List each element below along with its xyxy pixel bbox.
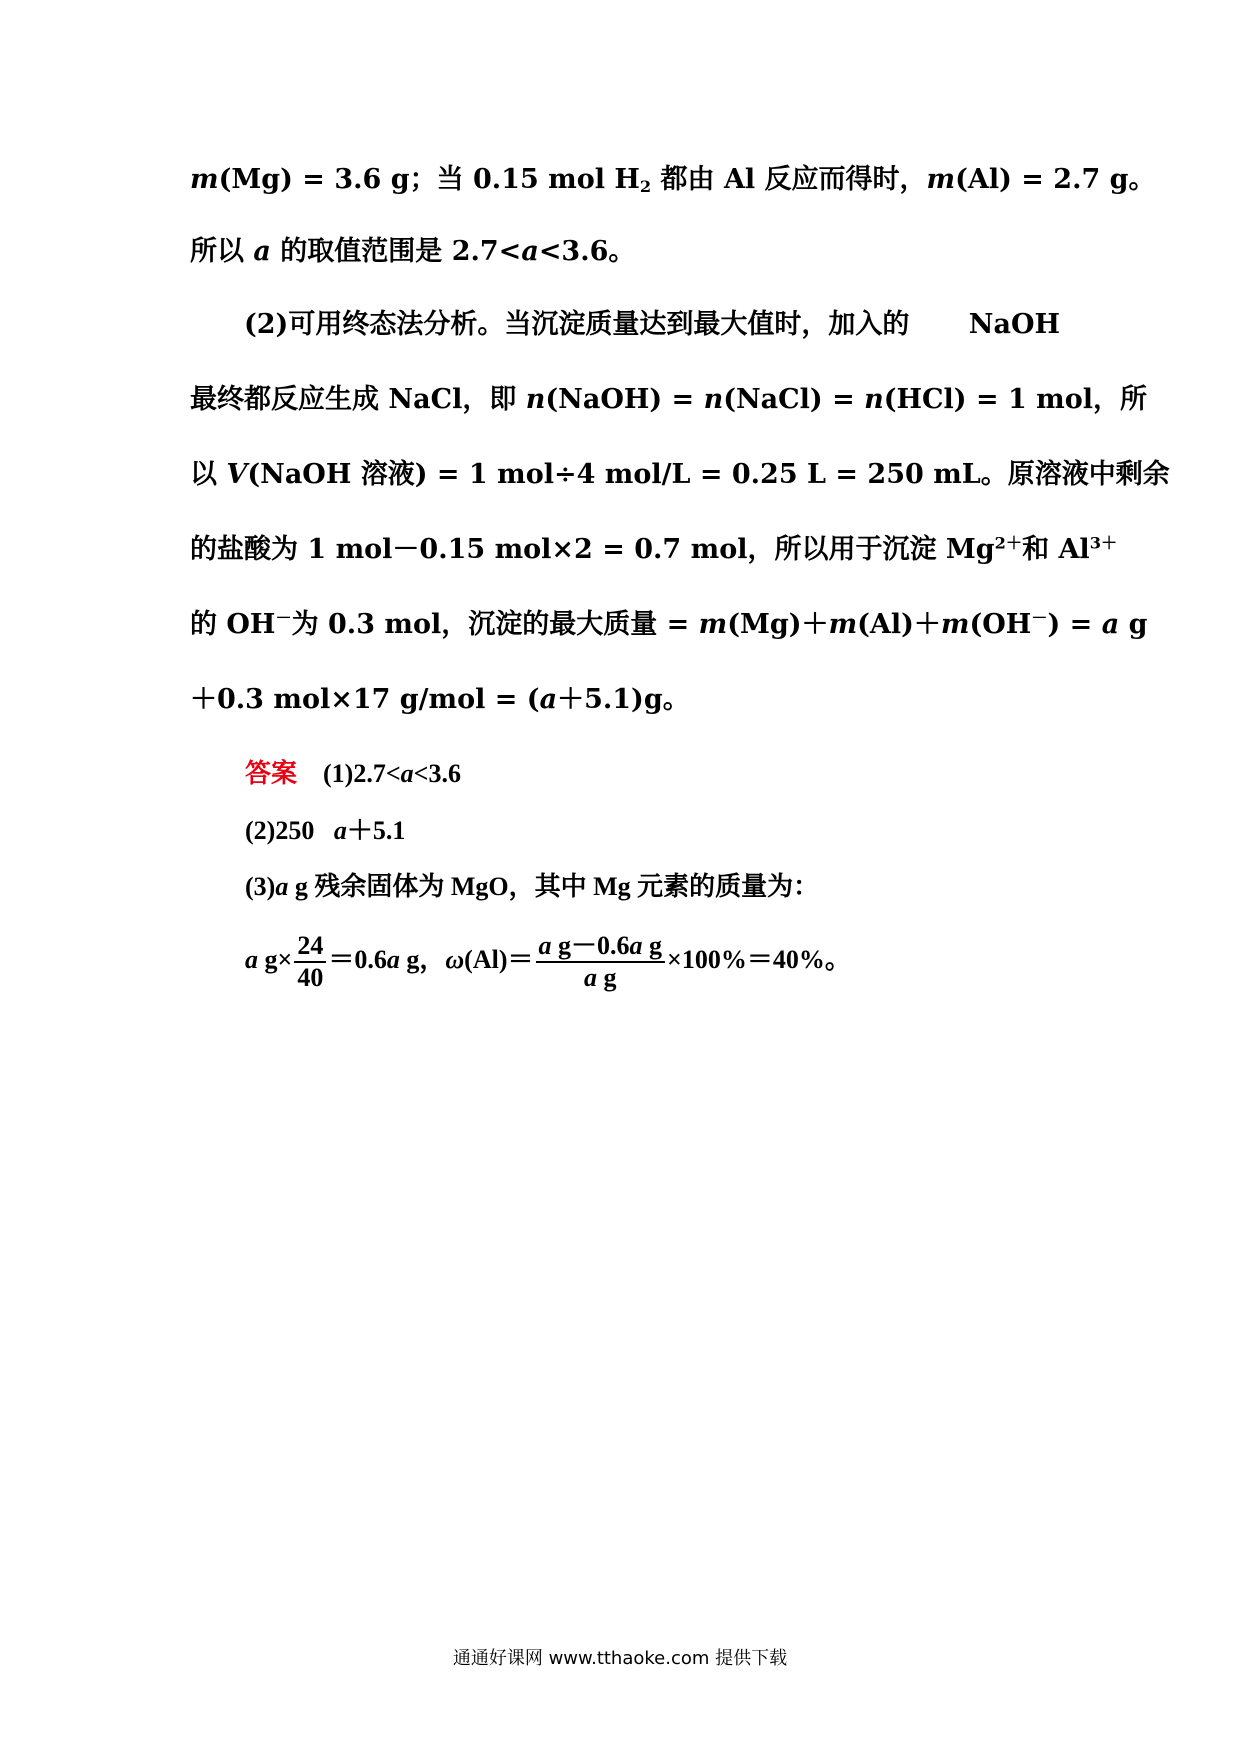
answer-row-1: 答案 (1)2.7<a<3.6 bbox=[245, 759, 461, 788]
solution-line-2: 所以 a 的取值范围是 2.7<a<3.6。 bbox=[190, 236, 636, 267]
answer-row-4: a g× $\frac{24}{40}$ ＝0.6a g，ω(Al)＝ $\frac{\text{a g－0.6a g}}{\text{a g}}$ ×100%＝40%。 bbox=[245, 931, 851, 993]
solution-line-6: 的盐酸为 1 mol－0.15 mol×2 = 0.7 mol，所以用于沉淀 $Mg^{2+}$和 $Al^{3+}$ bbox=[190, 533, 1118, 565]
answer-row-2: (2)250 a＋5.1 bbox=[245, 816, 406, 845]
answer-label: 答案 bbox=[245, 759, 298, 788]
fraction-24-40: $\frac{24}{40}$ bbox=[294, 931, 326, 993]
solution-line-5: 以 V(NaOH 溶液) = 1 mol÷4 mol/L = 0.25 L = 250 mL。原溶液中剩余 bbox=[190, 459, 1170, 490]
solution-line-7: 的 OH－为 0.3 mol，沉淀的最大质量 = m(Mg)＋m(Al)＋m(OH－) = a g bbox=[190, 608, 1148, 640]
solution-line-3: (2)可用终态法分析。当沉淀质量达到最大值时，加入的 NaOH bbox=[244, 309, 1060, 340]
solution-line-8: ＋0.3 mol×17 g/mol = (a＋5.1)g。 bbox=[190, 684, 690, 715]
solution-line-4: 最终都反应生成 NaCl，即 n(NaOH) = n(NaCl) = n(HCl) = 1 mol，所 bbox=[190, 384, 1147, 415]
solution-line-1: m(Mg) = 3.6 g；当 0.15 mol $H_2$ 都由 Al 反应而得时，m(Al) = 2.7 g。 bbox=[190, 164, 1156, 197]
answer-row-3: (3)a g 残余固体为 MgO，其中 Mg 元素的质量为： bbox=[245, 872, 820, 901]
footer-credit: 通通好课网 www.tthaoke.com 提供下载 bbox=[452, 1648, 788, 1669]
var-m: m bbox=[190, 164, 219, 195]
fraction-al-mass: $\frac{\text{a g－0.6a g}}{\text{a g}}$ bbox=[536, 931, 666, 993]
